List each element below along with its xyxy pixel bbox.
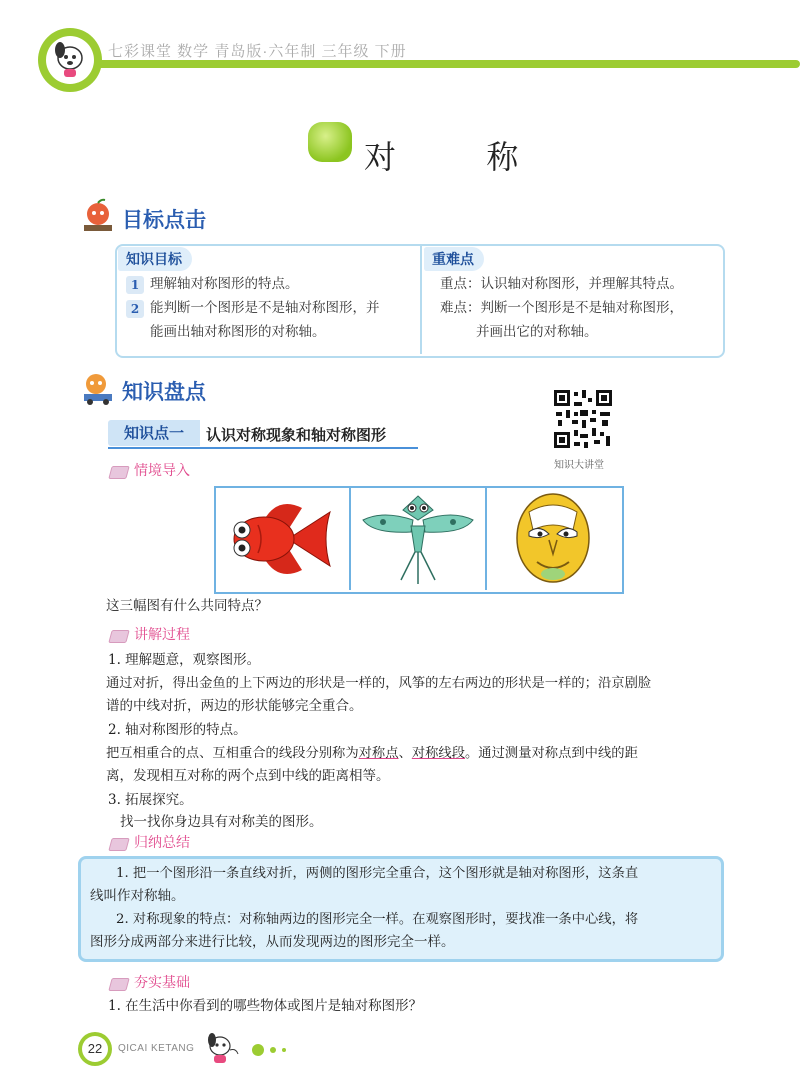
para-2-line-1 xyxy=(106,742,638,766)
section-title-knowledge: 知识盘点 xyxy=(122,379,206,404)
pencil-tag-icon xyxy=(108,978,129,991)
term-symmetric-segment: 对称线段 xyxy=(411,746,466,761)
footer-mascot-icon xyxy=(200,1030,244,1070)
figure-divider-2 xyxy=(485,488,487,590)
summary-line-1: 1. 把一个图形沿一条直线对折，两侧的图形完全重合，这个图形就是轴对称图形，这条直 xyxy=(116,866,639,881)
goal-number-2: 2 xyxy=(126,300,144,318)
kite-image xyxy=(353,490,483,588)
qr-code-icon xyxy=(552,388,614,450)
page-title xyxy=(364,132,518,178)
footer-dot-2 xyxy=(270,1047,276,1053)
train-mascot-icon xyxy=(80,370,116,406)
subsection-basic: 夯实基础 xyxy=(134,975,190,991)
subsection-summary: 归纳总结 xyxy=(134,835,190,851)
question-text: 这三幅图有什么共同特点？ xyxy=(106,598,268,614)
title-char-1: 对 xyxy=(364,138,397,176)
pencil-tag-icon xyxy=(108,466,129,479)
section-title-goals: 目标点击 xyxy=(122,207,206,232)
tag-knowledge-goal: 知识目标 xyxy=(118,247,192,271)
key-point-line1: 重点：认识轴对称图形，并理解其特点。 xyxy=(440,276,683,292)
term-symmetric-point: 对称点 xyxy=(358,746,399,761)
footer-dot-1 xyxy=(252,1044,264,1056)
subsection-intro: 情境导入 xyxy=(134,463,190,479)
key-point-line3: 并画出它的对称轴。 xyxy=(476,324,598,340)
knowledge-point-title: 认识对称现象和轴对称图形 xyxy=(206,426,387,444)
title-clover-icon xyxy=(308,122,352,162)
footer-dot-3 xyxy=(282,1048,286,1052)
knowledge-point-tag: 知识点一 xyxy=(108,420,200,446)
footer-brand: QICAI KETANG xyxy=(118,1043,195,1054)
step-3: 3. 拓展探究。 xyxy=(108,792,193,808)
header-series-text: 七彩课堂 数学 青岛版·六年制 三年级 下册 xyxy=(108,43,407,60)
goal-number-1: 1 xyxy=(126,276,144,294)
para-1-line-1: 通过对折，得出金鱼的上下两边的形状是一样的，风筝的左右两边的形状是一样的；沿京剧脸 xyxy=(106,676,652,691)
summary-line-3: 2. 对称现象的特点：对称轴两边的图形完全一样。在观察图形时，要找准一条中心线，将 xyxy=(116,912,639,927)
goal-box-divider xyxy=(420,246,422,354)
para-2-text-a: 把互相重合的点、互相重合的线段分别称为 xyxy=(106,746,359,761)
pencil-tag-icon xyxy=(108,630,129,643)
tag-key-points: 重难点 xyxy=(424,247,484,271)
goldfish-image xyxy=(218,490,346,588)
header-bar xyxy=(60,60,800,68)
pencil-tag-icon xyxy=(108,838,129,851)
apple-mascot-icon xyxy=(80,198,116,234)
page-number: 22 xyxy=(82,1036,108,1062)
knowledge-point-underline xyxy=(108,447,418,449)
para-2-line-2: 离，发现相互对称的两个点到中线的距离相等。 xyxy=(106,768,390,784)
title-char-2: 称 xyxy=(486,138,519,176)
step-2: 2. 轴对称图形的特点。 xyxy=(108,722,247,738)
summary-line-2: 线叫作对称轴。 xyxy=(90,888,185,904)
para-3: 找一找你身边具有对称美的图形。 xyxy=(120,814,323,830)
summary-line-4: 图形分成两部分来进行比较，从而发现两边的图形完全一样。 xyxy=(90,934,455,950)
figure-divider-1 xyxy=(349,488,351,590)
qr-caption: 知识大讲堂 xyxy=(554,460,604,471)
para-2-sep: 、 xyxy=(398,746,412,761)
opera-mask-image xyxy=(489,490,618,588)
goal-item-1: 理解轴对称图形的特点。 xyxy=(150,276,299,292)
mascot-icon xyxy=(46,36,94,84)
para-1-line-2: 谱的中线对折，两边的形状能够完全重合。 xyxy=(106,698,363,714)
para-2-text-b: 。通过测量对称点到中线的距 xyxy=(465,746,638,761)
key-point-line2: 难点：判断一个图形是不是轴对称图形， xyxy=(440,300,683,316)
subsection-explain: 讲解过程 xyxy=(134,627,190,643)
goal-item-2-line1: 能判断一个图形是不是轴对称图形，并 xyxy=(150,300,380,316)
step-1: 1. 理解题意，观察图形。 xyxy=(108,652,261,668)
exercise-1: 1. 在生活中你看到的哪些物体或图片是轴对称图形？ xyxy=(108,998,423,1014)
goal-item-2-line2: 能画出轴对称图形的对称轴。 xyxy=(150,324,326,340)
